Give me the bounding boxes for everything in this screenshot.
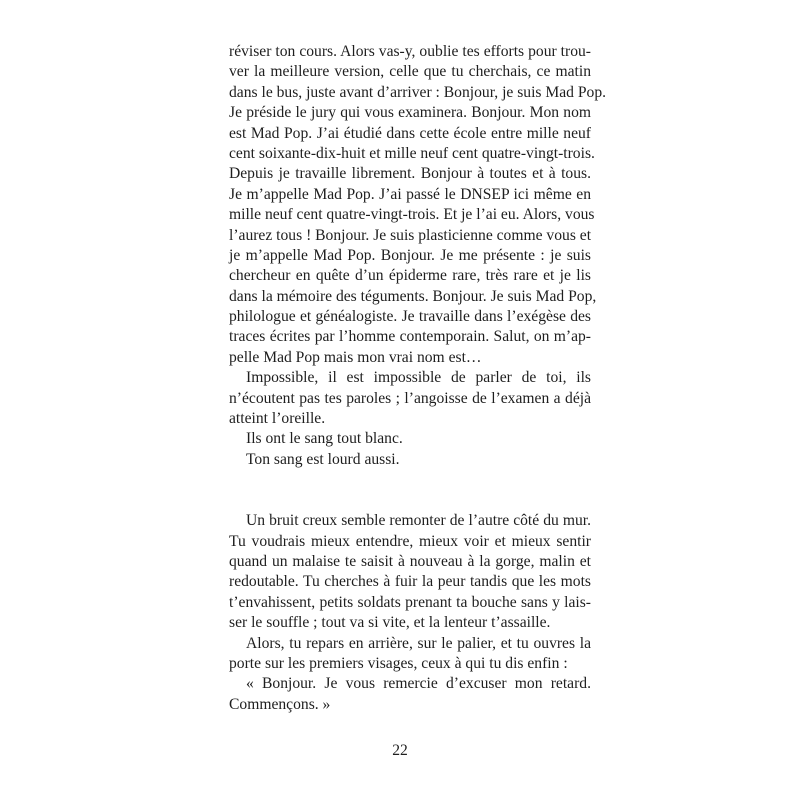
- text-line: dans le bus, juste avant d’arriver : Bonjour, je suis Mad Pop.: [229, 83, 607, 101]
- paragraph: [229, 674, 591, 715]
- text-line: Ton sang est lourd aussi.: [246, 450, 400, 468]
- paragraph: [229, 429, 591, 449]
- text-line: porte sur les premiers visages, ceux à qui tu dis enfin :: [229, 654, 568, 672]
- text-line: quand un malaise te saisit à nouveau à la gorge, malin et: [229, 552, 591, 570]
- text-line: Je m’appelle Mad Pop. J’ai passé le DNSEP ici même en: [229, 185, 591, 203]
- text-line: pelle Mad Pop mais mon vrai nom est…: [229, 348, 482, 366]
- paragraph: [229, 450, 591, 470]
- text-line: atteint l’oreille.: [229, 410, 326, 428]
- text-line: traces écrites par l’homme contemporain. Salut, on m’ap-: [229, 328, 591, 346]
- text-line: « Bonjour. Je vous remercie d’excuser mon retard.: [246, 675, 591, 693]
- text-line: Un bruit creux semble remonter de l’autre côté du mur.: [246, 512, 591, 530]
- paragraph: [229, 368, 591, 429]
- text-line: l’aurez tous ! Bonjour. Je suis plasticienne comme vous et: [229, 226, 592, 244]
- paragraph: [229, 634, 591, 675]
- text-line: cent soixante-dix-huit et mille neuf cent quatre-vingt-trois.: [229, 144, 595, 162]
- text-line: redoutable. Tu cherches à fuir la peur tandis que les mots: [229, 573, 591, 591]
- text-line: est Mad Pop. J’ai étudié dans cette école entre mille neuf: [229, 124, 591, 142]
- text-line: Je préside le jury qui vous examinera. Bonjour. Mon nom: [229, 104, 591, 122]
- text-line: ver la meilleure version, celle que tu cherchais, ce matin: [229, 63, 591, 81]
- text-line: réviser ton cours. Alors vas-y, oublie tes efforts pour trou-: [229, 43, 591, 60]
- text-line: Ils ont le sang tout blanc.: [246, 430, 403, 448]
- body-text: [229, 42, 607, 715]
- text-line: t’envahissent, petits soldats prenant ta bouche sans y lais-: [229, 593, 591, 611]
- text-line: chercheur en quête d’un épiderme rare, très rare et je lis: [229, 267, 591, 285]
- text-line: Impossible, il est impossible de parler de toi, ils: [246, 369, 591, 387]
- text-line: mille neuf cent quatre-vingt-trois. Et je l’ai eu. Alors, vous: [229, 206, 595, 224]
- page-number: 22: [392, 742, 408, 759]
- text-line: Commençons. »: [229, 695, 331, 713]
- text-line: ser le souffle ; tout va si vite, et la lenteur t’assaille.: [229, 614, 551, 632]
- text-line: Depuis je travaille librement. Bonjour à toutes et à tous.: [229, 165, 591, 183]
- section-break: [229, 470, 591, 511]
- paragraph: [229, 42, 607, 368]
- text-line: philologue et généalogiste. Je travaille dans l’exégèse des: [229, 308, 591, 326]
- paragraph: [229, 511, 591, 633]
- text-line: n’écoutent pas tes paroles ; l’angoisse de l’examen a déjà: [229, 389, 591, 407]
- text-line: Tu voudrais mieux entendre, mieux voir et mieux sentir: [229, 532, 591, 550]
- text-line: dans la mémoire des téguments. Bonjour. Je suis Mad Pop,: [229, 287, 597, 305]
- text-line: je m’appelle Mad Pop. Bonjour. Je me présente : je suis: [229, 246, 591, 264]
- text-line: Alors, tu repars en arrière, sur le palier, et tu ouvres la: [246, 634, 591, 652]
